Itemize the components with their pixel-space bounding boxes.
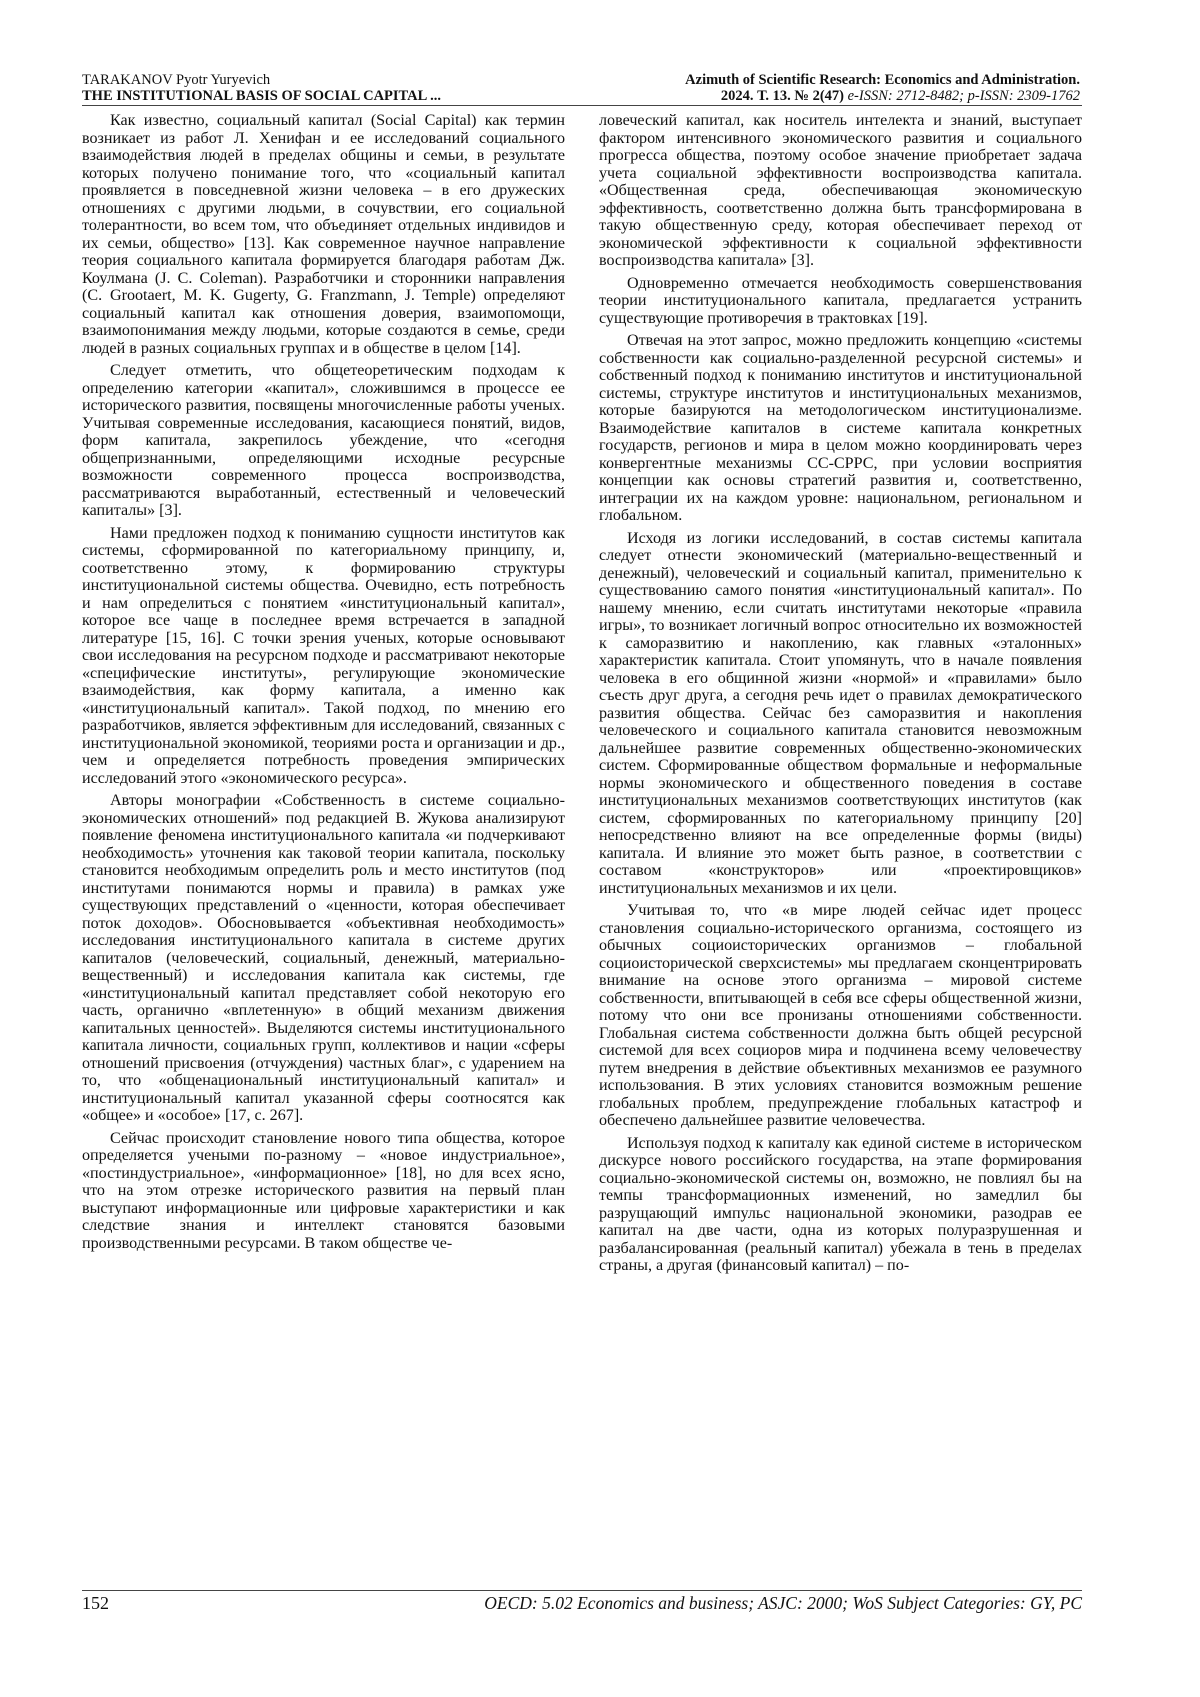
paragraph: Отвечая на этот запрос, можно предложить концепцию «системы собственности как социально-разделенной ресурсной системы» и собственный подход к пониманию институтов и институциональной системы, структуре институтов и институциональных механизмов, которые базируются на методологическом институционализме. Взаимодействие капиталов в системе капитала конкретных государств, регионов и мира в целом можно координировать через конвергентные механизмы СС-СРРС, при условии восприятия концепции как основы стратегий развития и, соответственно, интеграции их на каждом уровне: национальном, региональном и глобальном. <box>599 332 1082 524</box>
right-column <box>599 112 1082 1582</box>
header-issn: e-ISSN: 2712-8482; p-ISSN: 2309-1762 <box>847 88 1080 104</box>
header-rule <box>82 105 1082 106</box>
header-volume: 2024. Т. 13. № 2(47) <box>720 88 844 104</box>
paragraph: Сейчас происходит становление нового типа общества, которое определяется учеными по-разному – «новое индустриальное», «постиндустриальное», «информационное» [18], но для всех ясно, что на этом отрезке исторического развития на первый план выступают информационные или цифровые характеристики и как следствие знания и интеллект становятся базовыми производственными ресурсами. В таком обществе че- <box>82 1129 565 1252</box>
left-column <box>82 112 565 1582</box>
header-article-title: THE INSTITUTIONAL BASIS OF SOCIAL CAPITAL ... <box>82 88 441 104</box>
paragraph: Одновременно отмечается необходимость совершенствования теории институционального капитала, предлагается устранить существующие противоречия в трактовках [19]. <box>599 274 1082 327</box>
paragraph: Исходя из логики исследований, в состав системы капитала следует отнести экономический (материально-вещественный и денежный), человеческий и социальный капитал, применительно к существованию самого понятия «институциональный капитал». По нашему мнению, если считать институтами некоторые «правила игры», то возникает логичный вопрос относительно их возможностей к саморазвитию и накоплению, как главных «эталонных» характеристик капитала. Стоит упомянуть, что в начале появления человека в его общинной жизни «нормой» и «правилами» было съесть друг друга, а сегодня речь идет о правилах демократического развития общества. Сейчас без саморазвития и накопления человеческого и социального капитала становится невозможным дальнейшее развитие современных общественно-экономических систем. Сформированные обществом формальные и неформальные нормы экономического и общественного поведения в составе институциональных механизмов соответствующих институтов (как систем, сформированных по категориальному принципу [20] непосредственно влияют на все определенные формы (виды) капитала. И влияние это может быть разное, в соответствии с составом «конструкторов» или «проектировщиков» институциональных механизмов и их цели. <box>599 529 1082 897</box>
paragraph: Как известно, социальный капитал (Social Capital) как термин возникает из работ Л. Хенифан и ее исследований социального взаимодействия людей в пределах общины и семьи, в результате которых получено понимание того, что «социальный капитал проявляется в повседневной жизни человека – в его дружеских отношениях с другими людьми, в сочувствии, его социальной толерантности, во всем том, что объединяет отдельных индивидов и их семьи, общество» [13]. Как современное научное направление теория социального капитала формируется благодаря работам Дж. Коулмана (J. C. Coleman). Разработчики и сторонники направления (C. Grootaert, M. K. Gugerty, G. Franzmann, J. Temple) определяют социальный капитал как отношения доверия, взаимопомощи, взаимопонимания между людьми, которые создаются в семье, среди людей в разных социальных группах и в обществе в целом [14]. <box>82 112 565 357</box>
paragraph: Авторы монографии «Собственность в системе социально-экономических отношений» под редакцией В. Жукова анализируют появление феномена институционального капитала «и подчеркивают необходимость» уточнения как таковой теории капитала, поскольку становится необходимым определить роль и место институтов (под институтами понимаются нормы и правила) в рамках уже существующих представлений о «ценности, которая обеспечивает поток доходов». Обосновывается «объективная необходимость» исследования институционального капитала в системе других капиталов (человеческий, социальный, денежный, материально-вещественный) и исследования капитала как системы, где «институциональный капитал представляет собой некоторую его часть, органично «вплетенную» в общий механизм движения капитальных ценностей». Выделяются системы институционального капитала личности, социальных групп, коллективов и нации «сферы отношений присвоения (отчуждения) частных благ», с ударением на то, что «общенациональный институциональный капитал» и институциональный капитал указанной сферы соотносятся как «общее» и «особое» [17, с. 267]. <box>82 792 565 1124</box>
paragraph: ловеческий капитал, как носитель интелекта и знаний, выступает фактором интенсивного экономического развития и социального прогресса общества, поэтому особое значение приобретает задача учета социальной эффективности воспроизводства капитала. «Общественная среда, обеспечивающая экономическую эффективность, соответственно должна быть трансформирована в такую общественную среду, которая обеспечивает переход от экономической эффективности к социальной эффективности воспроизводства капитала» [3]. <box>599 112 1082 269</box>
header-journal: Azimuth of Scientific Research: Economics and Administration. <box>685 72 1080 88</box>
paragraph: Нами предложен подход к пониманию сущности институтов как системы, сформированной по категориальному принципу, и, соответственно этому, к формированию структуры институциональной системы общества. Очевидно, есть потребность и нам определиться с понятием «институциональный капитал», которое все чаще в последнее время встречается в западной литературе [15, 16]. С точки зрения ученых, которые основывают свои исследования на ресурсном подходе и рассматривают некоторые «специфические институты», регулирующие экономические взаимодействия, как форму капитала, а именно как «институциональный капитал». Такой подход, по мнению его разработчиков, является эффективным для исследований, связанных с институциональной экономикой, теориями роста и организации и др., чем и определяется потребность проведения эмпирических исследований этого «экономического ресурса». <box>82 524 565 787</box>
header-author: TARAKANOV Pyotr Yuryevich <box>82 72 271 88</box>
paragraph: Следует отметить, что общетеоретическим подходам к определению категории «капитал», сложившимся в процессе ее исторического развития, посвящены многочисленные работы ученых. Учитывая современные исследования, касающиеся понятий, видов, форм капитала, закрепилось убеждение, что «сегодня общепризнанными, определяющими исходные ресурсные возможности современного процесса воспроизводства, рассматриваются выработанный, естественный и человеческий капиталы» [3]. <box>82 362 565 519</box>
paragraph: Учитывая то, что «в мире людей сейчас идет процесс становления социально-исторического организма, состоящего из обычных социоисторических организмов – глобальной социоисторической сверхсистемы» мы предлагаем сконцентрировать внимание на основе этого организма – мировой системе собственности, впитывающей в себя все сферы общественной жизни, потому что они все пронизаны отношениями собственности. Глобальная система собственности должна быть общей ресурсной системой для всех социоров мира и подчинена всему человечеству путем внедрения в действие объективных механизмов ее разумного использования. В этих условиях становится возможным решение глобальных проблем, предупреждение глобальных катастроф и обеспечено дальнейшее развитие человечества. <box>599 902 1082 1129</box>
running-header-right <box>520 72 1080 104</box>
paragraph: Используя подход к капиталу как единой системе в историческом дискурсе нового российского государства, на этапе формирования социально-экономической системы он, возможно, не повлиял бы на темпы трансформационных изменений, но замедлил бы разрущающий импульс национальной экономики, разодрав ее капитал на две части, одна из которых полуразрушенная и разбалансированная (реальный капитал) убежала в тень в пределах страны, а другая (финансовый капитал) – по- <box>599 1134 1082 1274</box>
footer-rule <box>82 1590 1082 1591</box>
page-number: 152 <box>82 1593 109 1613</box>
footer-classification: OECD: 5.02 Economics and business; ASJC: 2000; WoS Subject Categories: GY, PC <box>484 1593 1082 1613</box>
